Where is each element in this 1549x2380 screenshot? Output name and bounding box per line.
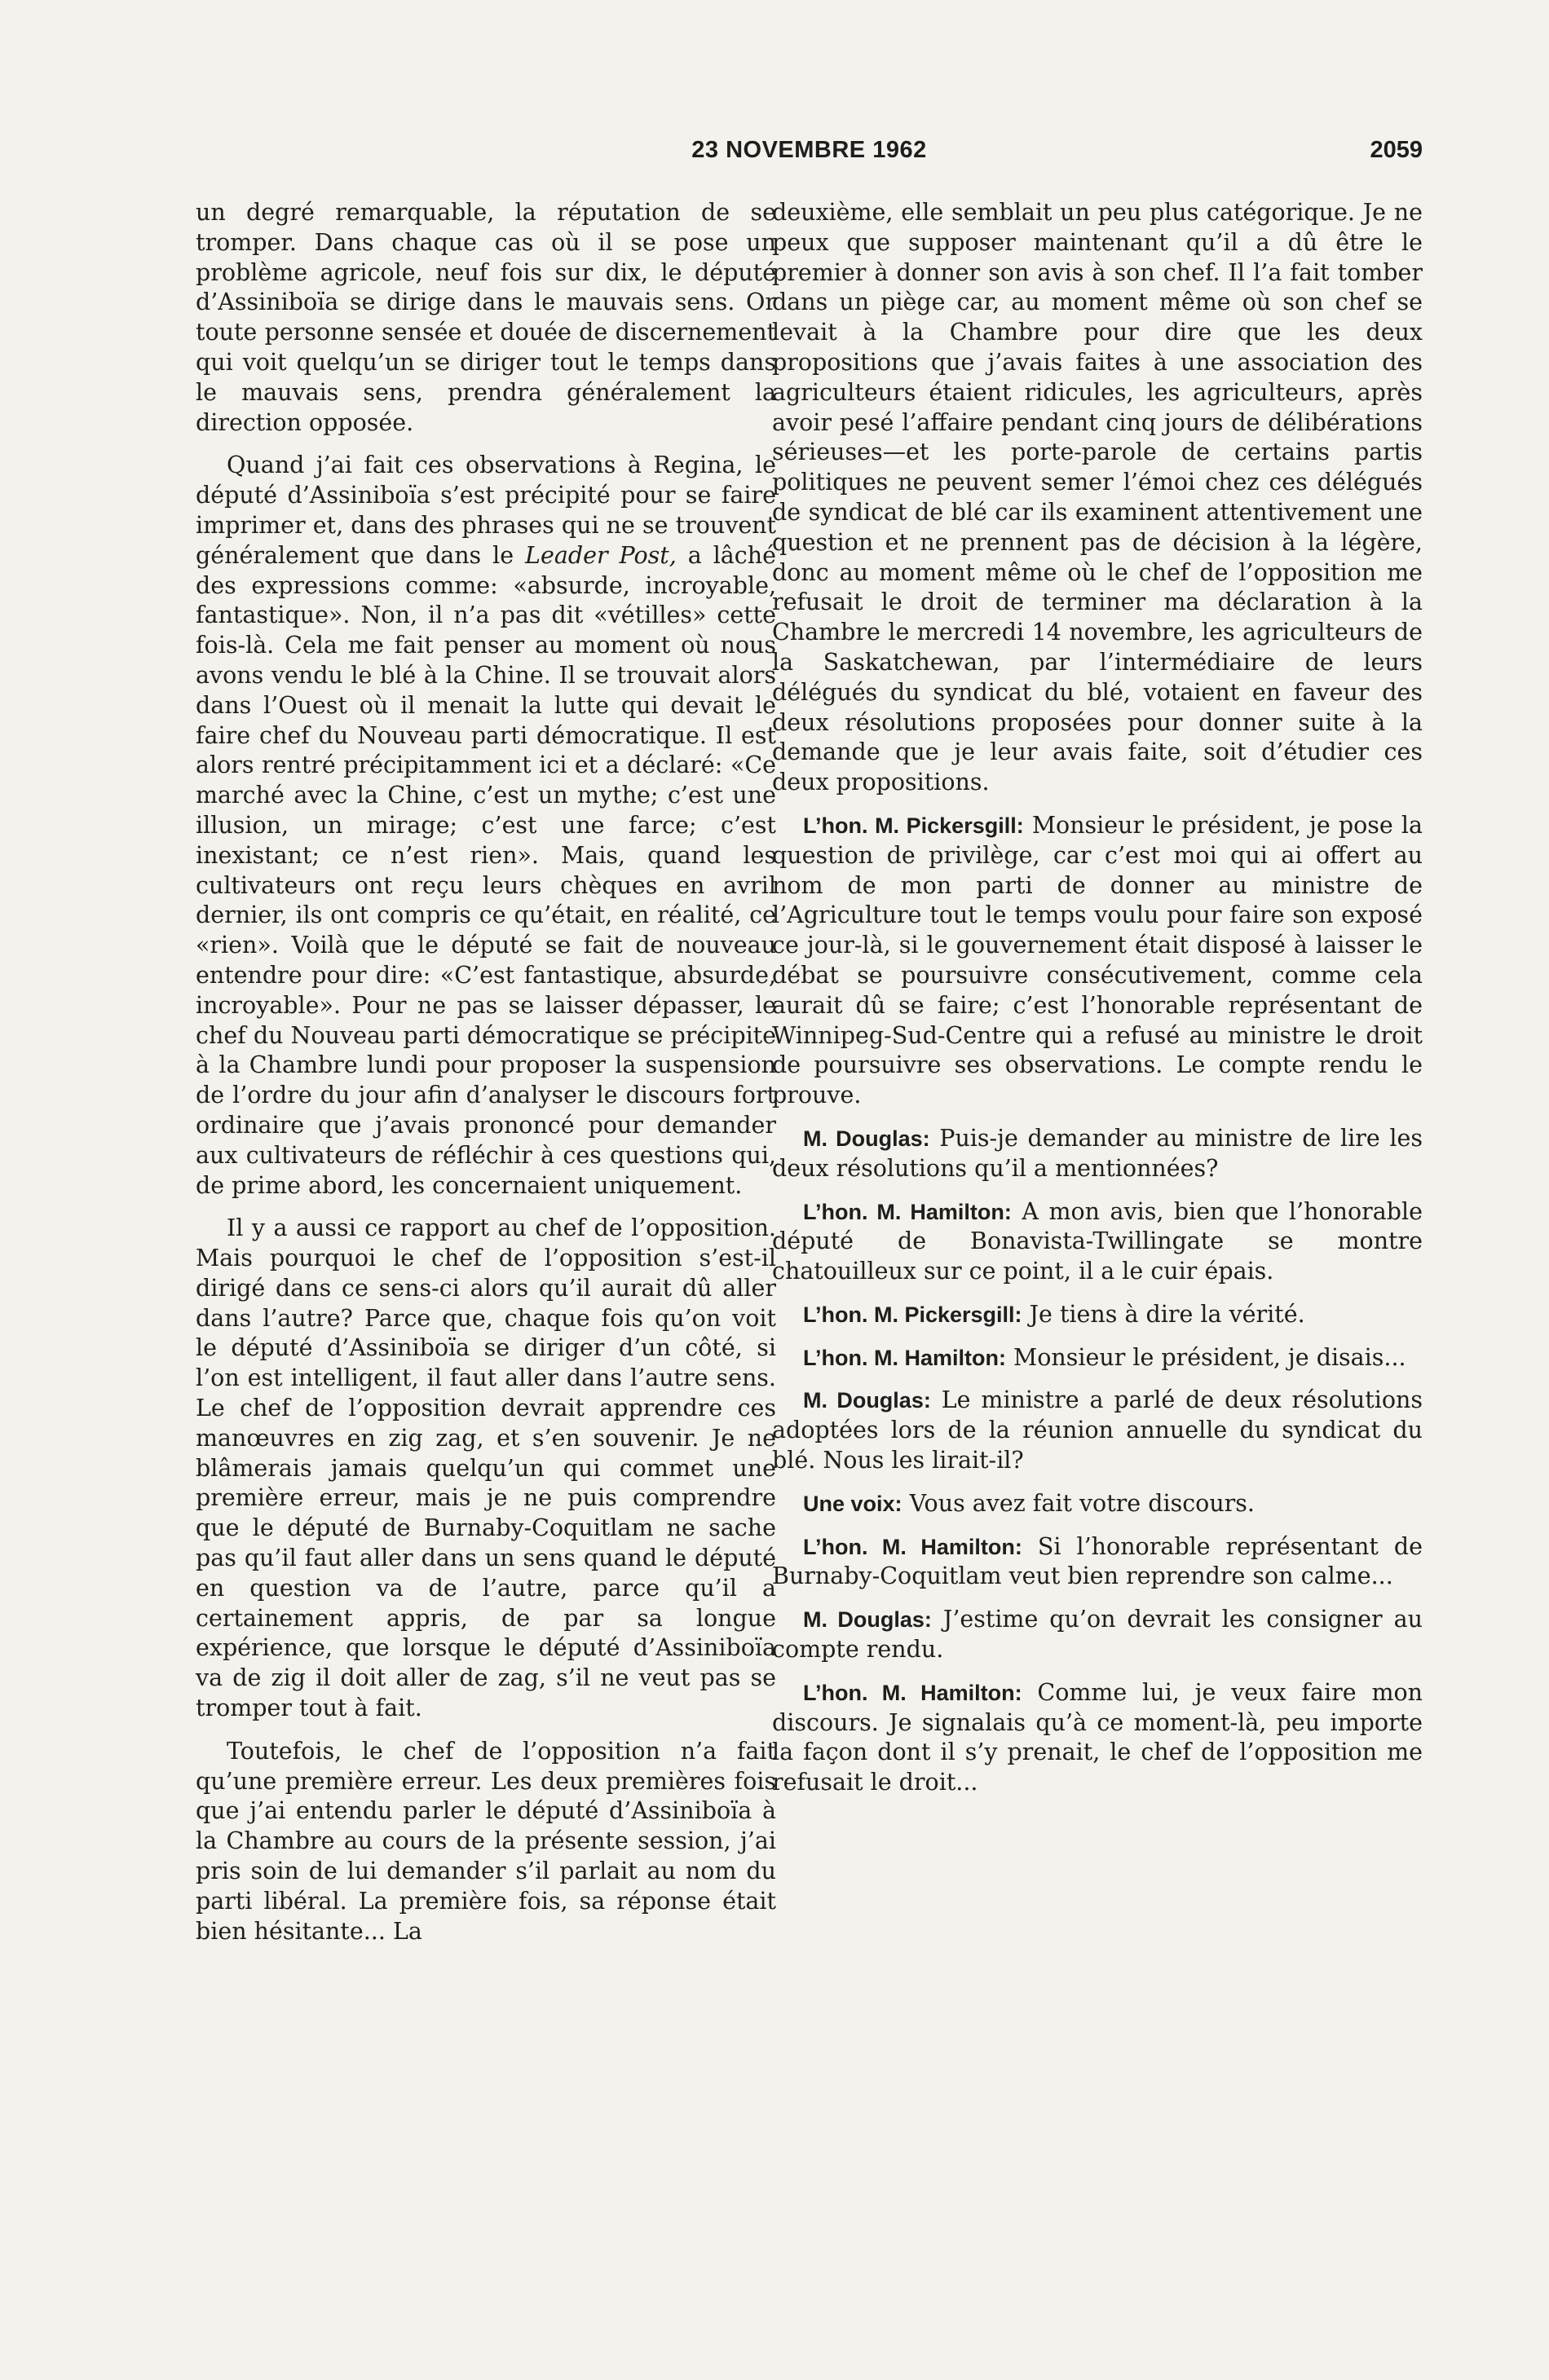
speech-text: Si l’honorable représentant de Burnaby-Coquitlam veut bien reprendre son calme... bbox=[772, 1532, 1423, 1590]
speech-text: Monsieur le président, je disais... bbox=[1005, 1343, 1406, 1371]
speech-text: J’estime qu’on devrait les consigner au compte rendu. bbox=[772, 1606, 1423, 1664]
speech-paragraph bbox=[772, 1124, 1423, 1184]
right-column bbox=[772, 198, 1423, 1811]
speech-paragraph bbox=[772, 1386, 1423, 1475]
speech-text: Comme lui, je veux faire mon discours. Je signalais qu’à ce moment-là, peu importe la façon dont il s’y prenait, le chef de l’opposition me refusait le droit... bbox=[772, 1678, 1423, 1796]
speech-text: Je tiens à dire la vérité. bbox=[1022, 1300, 1305, 1328]
speaker-name: M. Douglas: bbox=[803, 1607, 932, 1633]
speech-text: Monsieur le président, je pose la question de privilège, car c’est moi qui ai offert au nom de mon parti de donner au ministre de l’Agriculture tout le temps voulu pour faire son exposé ce jour-là, si le gouvernement était disposé à laisser le débat se poursuivre consécutivement, comme cela aurait dû se faire; c’est l’honorable représentant de Winnipeg-Sud-Centre qui a refusé au ministre le droit de poursuivre ses observations. Le compte rendu le prouve. bbox=[772, 811, 1423, 1109]
paragraph: Il y a aussi ce rapport au chef de l’opposition. Mais pourquoi le chef de l’opposition s’est-il dirigé dans ce sens-ci alors qu’il aurait dû aller dans l’autre? Parce que, chaque fois qu’on voit le député d’Assiniboïa se diriger d’un côté, si l’on est intelligent, il faut aller dans l’autre sens. Le chef de l’opposition devrait apprendre ces manœuvres en zig zag, et s’en souvenir. Je ne blâmerais jamais quelqu’un qui commet une première erreur, mais je ne puis comprendre que le député de Burnaby-Coquitlam ne sache pas qu’il faut aller dans un sens quand le député en question va de l’autre, parce qu’il a certainement appris, de par sa longue expérience, que lorsque le député d’Assiniboïa va de zig il doit aller de zag, s’il ne veut pas se tromper tout à fait. bbox=[196, 1214, 776, 1722]
speaker-name: L’hon. M. Hamilton: bbox=[803, 1199, 1012, 1224]
speech-paragraph bbox=[772, 1678, 1423, 1798]
paragraph bbox=[196, 451, 776, 1201]
speech-paragraph bbox=[772, 1197, 1423, 1287]
paragraph-text: Quand j’ai fait ces observations à Regina, le député d’Assiniboïa s’est précipité pour se faire imprimer et, dans des phrases qui ne se trouvent généralement que dans le bbox=[196, 452, 776, 569]
speech-text: Le ministre a parlé de deux résolutions adoptées lors de la réunion annuelle du syndicat du blé. Nous les lirait-il? bbox=[772, 1386, 1423, 1474]
paragraph: Toutefois, le chef de l’opposition n’a fait qu’une première erreur. Les deux premières fois que j’ai entendu parler le député d’Assiniboïa à la Chambre au cours de la présente session, j’ai pris soin de lui demander s’il parlait au nom du parti libéral. La première fois, sa réponse était bien hésitante... La bbox=[196, 1737, 776, 1945]
speaker-name: L’hon. M. Pickersgill: bbox=[803, 813, 1024, 838]
speech-paragraph bbox=[772, 811, 1423, 1111]
speech-paragraph bbox=[772, 1343, 1423, 1373]
speaker-name: L’hon. M. Hamilton: bbox=[803, 1680, 1022, 1705]
speech-paragraph bbox=[772, 1532, 1423, 1593]
speech-paragraph bbox=[772, 1300, 1423, 1330]
speaker-name: L’hon. M. Hamilton: bbox=[803, 1345, 1006, 1370]
header-date: 23 NOVEMBRE 1962 bbox=[691, 137, 927, 163]
left-column bbox=[196, 198, 776, 1959]
speech-text: Puis-je demander au ministre de lire les deux résolutions qu’il a mentionnées? bbox=[772, 1124, 1423, 1182]
page-header bbox=[196, 137, 1423, 178]
speaker-name: M. Douglas: bbox=[803, 1388, 931, 1413]
speaker-name: M. Douglas: bbox=[803, 1126, 930, 1151]
continued-paragraph: deuxième, elle semblait un peu plus catégorique. Je ne peux que supposer maintenant qu’il a dû être le premier à donner son avis à son chef. Il l’a fait tomber dans un piège car, au moment même où son chef se levait à la Chambre pour dire que les deux propositions que j’avais faites à une association des agriculteurs étaient ridicules, les agriculteurs, après avoir pesé l’affaire pendant cinq jours de délibérations sérieuses—et les porte-parole de certains partis politiques ne peuvent semer l’émoi chez ces délégués de syndicat de blé car ils examinent attentivement une question et ne prennent pas de décision à la légère, donc au moment même où le chef de l’opposition me refusait le droit de terminer ma déclaration à la Chambre le mercredi 14 novembre, les agriculteurs de la Saskatchewan, par l’intermédiaire de leurs délégués du syndicat du blé, votaient en faveur des deux résolutions proposées pour donner suite à la demande que je leur avais faite, soit d’étudier ces deux propositions. bbox=[772, 199, 1423, 796]
page-number: 2059 bbox=[1370, 137, 1423, 163]
continued-paragraph: un degré remarquable, la réputation de se tromper. Dans chaque cas où il se pose un problème agricole, neuf fois sur dix, le député d’Assiniboïa se dirige dans le mauvais sens. Or toute personne sensée et douée de discernement qui voit quelqu’un se diriger tout le temps dans le mauvais sens, prendra généralement la direction opposée. bbox=[196, 199, 776, 436]
speaker-name: L’hon. M. Hamilton: bbox=[803, 1534, 1022, 1559]
paragraph-text: a lâché des expressions comme: «absurde, incroyable, fantastique». Non, il n’a pas dit «vétilles» cette fois-là. Cela me fait penser au moment où nous avons vendu le blé à la Chine. Il se trouvait alors dans l’Ouest où il menait la lutte qui devait le faire chef du Nouveau parti démocratique. Il est alors rentré précipitamment ici et a déclaré: «Ce marché avec la Chine, c’est un mythe; c’est une illusion, un mirage; c’est une farce; c’est inexistant; ce n’est rien». Mais, quand les cultivateurs ont reçu leurs chèques en avril dernier, ils ont compris ce qu’était, en réalité, ce «rien». Voilà que le député se fait de nouveau entendre pour dire: «C’est fantastique, absurde, incroyable». Pour ne pas se laisser dépasser, le chef du Nouveau parti démocratique se précipite à la Chambre lundi pour proposer la suspension de l’ordre du jour afin d’analyser le discours fort ordinaire que j’avais prononcé pour demander aux cultivateurs de réfléchir à ces questions qui, de prime abord, les concernaient uniquement. bbox=[196, 541, 776, 1199]
speaker-name: L’hon. M. Pickersgill: bbox=[803, 1302, 1022, 1327]
speech-paragraph bbox=[772, 1605, 1423, 1665]
speaker-name: Une voix: bbox=[803, 1491, 902, 1516]
speech-paragraph bbox=[772, 1489, 1423, 1519]
speech-text: Vous avez fait votre discours. bbox=[902, 1489, 1255, 1517]
italic-text: Leader Post, bbox=[525, 541, 677, 569]
speech-text: A mon avis, bien que l’honorable député de Bonavista-Twillingate se montre chatouilleux sur ce point, il a le cuir épais. bbox=[772, 1197, 1423, 1285]
